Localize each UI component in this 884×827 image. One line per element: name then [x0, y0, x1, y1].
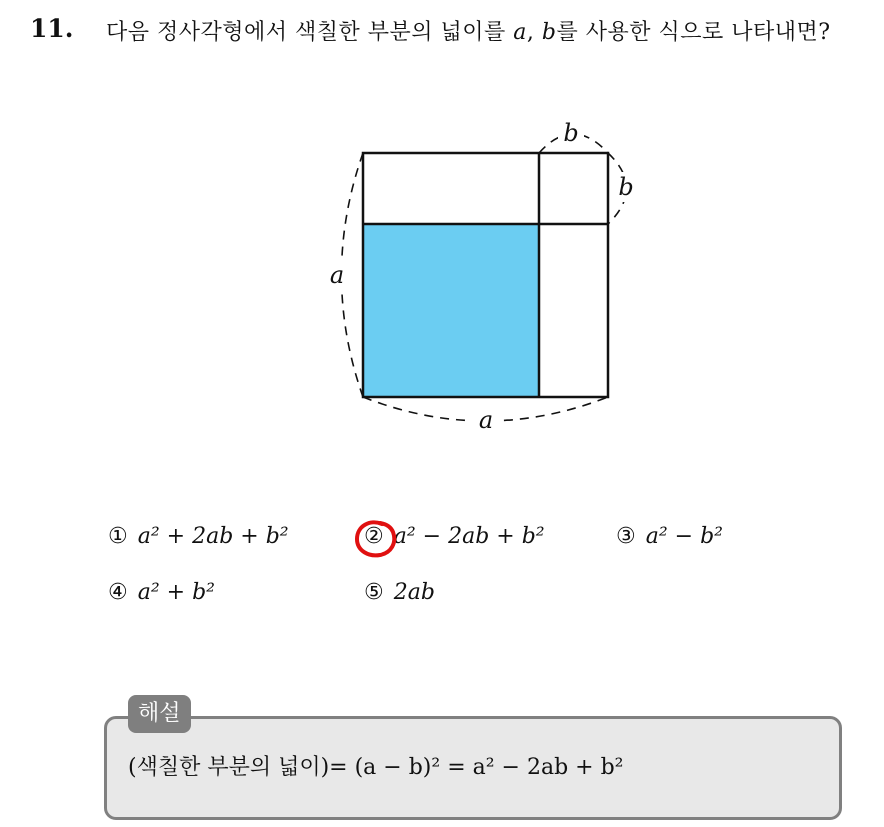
solution-lhs: (색칠한 부분의 넓이) — [128, 755, 330, 780]
label-b-top: b — [563, 119, 579, 147]
choice-1-expression: a² + 2ab + b² — [137, 524, 289, 549]
choice-5-number: ⑤ — [364, 580, 384, 605]
choice-3[interactable] — [616, 524, 723, 549]
choice-5[interactable] — [364, 580, 435, 605]
choice-3-expression: a² − b² — [645, 524, 723, 549]
choice-3-number: ③ — [616, 524, 636, 549]
label-b-right: b — [618, 173, 634, 201]
choice-4-expression: a² + b² — [137, 580, 215, 605]
question-var-a: a — [513, 20, 527, 45]
choice-5-expression: 2ab — [393, 580, 435, 605]
shaded-region — [363, 224, 539, 397]
choice-2-number: ② — [364, 524, 384, 549]
choice-2-expression: a² − 2ab + b² — [393, 524, 545, 549]
question-number: 11. — [30, 14, 74, 43]
choice-1[interactable] — [108, 524, 289, 549]
choice-4[interactable] — [108, 580, 215, 605]
choice-4-number: ④ — [108, 580, 128, 605]
square-figure — [300, 110, 660, 440]
choice-1-number: ① — [108, 524, 128, 549]
label-a-left: a — [329, 261, 345, 289]
solution-equation: = (a − b)² = a² − 2ab + b² — [329, 755, 624, 780]
solution-text — [128, 750, 624, 781]
answer-circle-mark — [352, 518, 400, 560]
solution-tag: 해설 — [128, 695, 191, 733]
question-var-b: b — [541, 20, 557, 45]
question-comma: , — [526, 20, 542, 45]
label-a-bottom: a — [478, 406, 494, 434]
question-text-part2: 를 사용한 식으로 나타내면? — [556, 20, 831, 45]
question-text-part1: 다음 정사각형에서 색칠한 부분의 넓이를 — [106, 20, 514, 45]
question-text — [106, 14, 876, 52]
